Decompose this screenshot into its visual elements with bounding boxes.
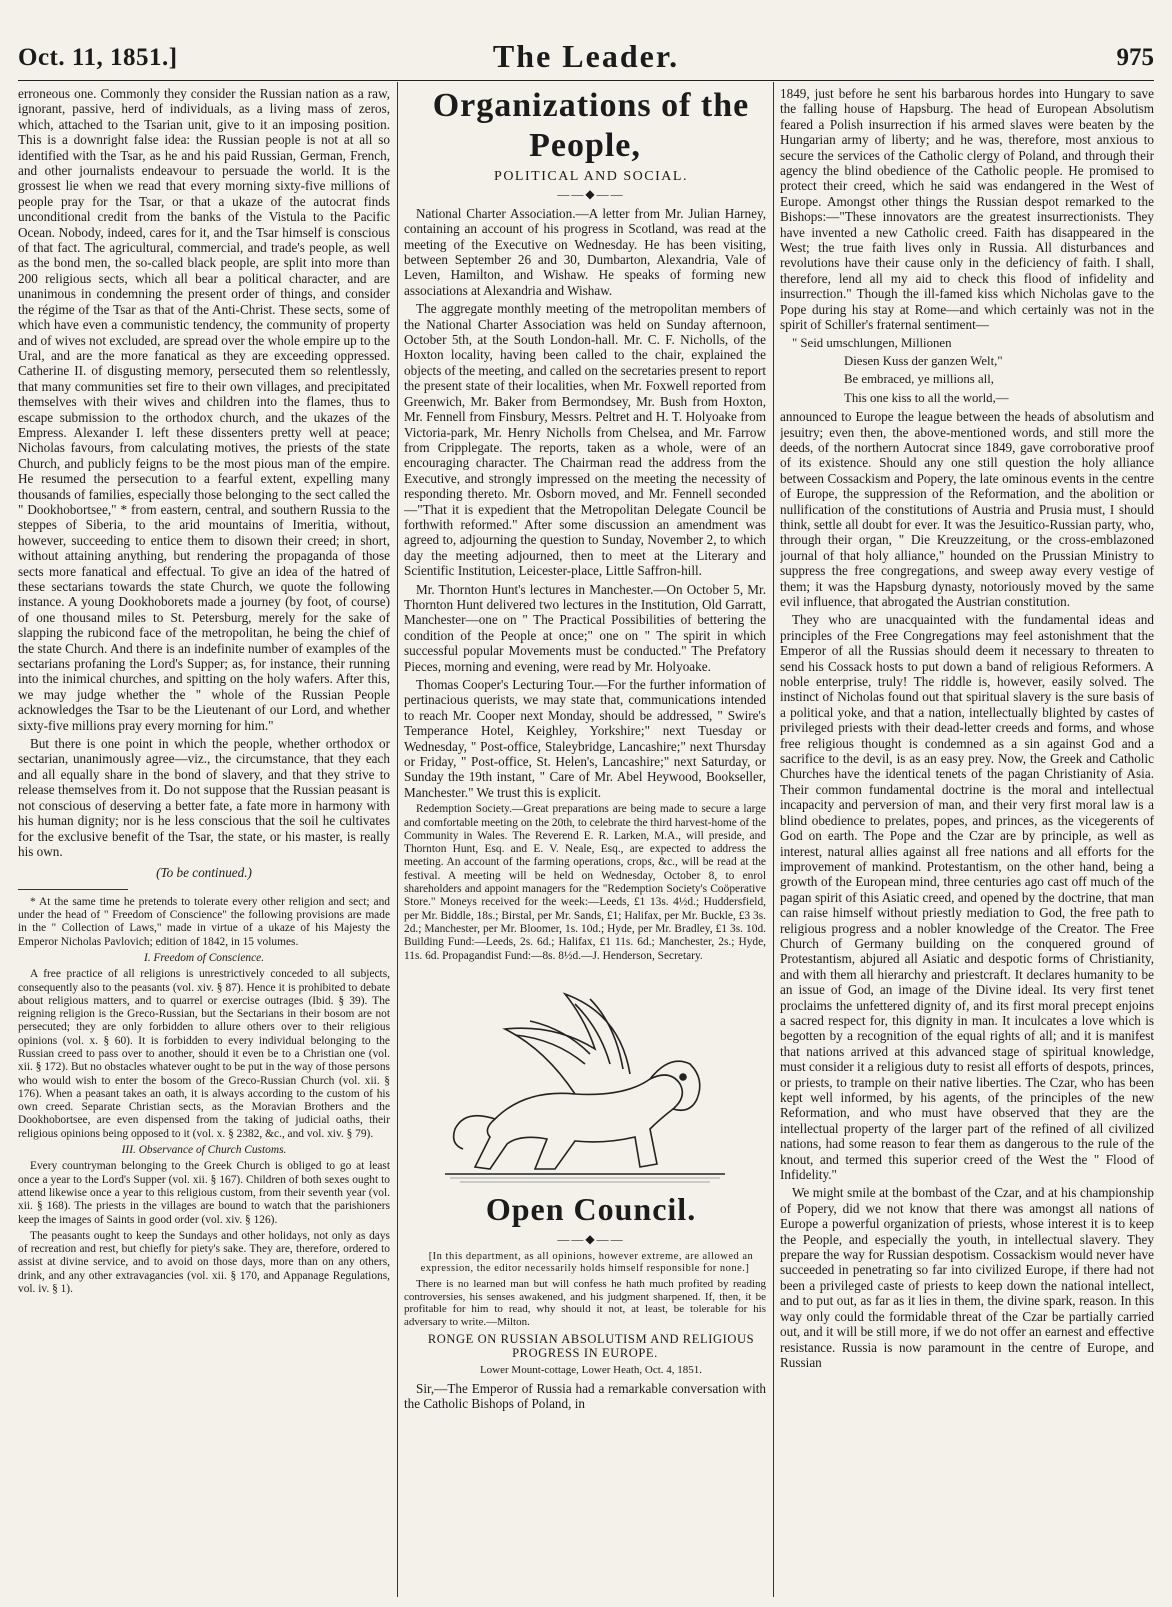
column-divider-2 (773, 82, 774, 1597)
editorial-caption: [In this department, as all opinions, however extreme, are allowed an expression, the editor necessarily holds himself responsible for none.] (420, 1251, 754, 1275)
poem-line: Be embraced, ye millions all, (844, 372, 994, 387)
article-paragraph: The aggregate monthly meeting of the metropolitan members of the National Charter Association was held on Sunday afternoon, October 5th, at the South London-hall. Mr. C. F. Nicholls, of the Hoxton locality, having been called to the chair, explained the objects of the meeting, and called on the secretaries present to report the present state of their localities, when Mr. Foxwell reported from Greenwich, Mr. Baker from Bermondsey, Mr. Bush from Hoxton, Mr. Fennell from Finsbury, Messrs. Peltret and H. T. Holyoake from Victoria-park, Mr. Henry Nicholls from Chelsea, and Mr. Farrow from Cripplegate. The reports, taken as a whole, were of an encouraging character. The Chairman read the address from the Executive, and strongly impressed on the meeting the necessity of responding thereto. Mr. Osborn moved, and Mr. Fennell seconded—"That it is expedient that the Metropolitan Delegate Council be forthwith reformed." After some discussion an amendment was agreed to, adjourning the question to Sunday, November 2, to which day the meeting adjourned, then to meet at the Literary and Scientific Institution, Leicester-place, Little Saffron-hill. (404, 301, 766, 579)
page-number: 975 (1116, 44, 1154, 71)
article-paragraph: Sir,—The Emperor of Russia had a remarkable conversation with the Catholic Bishops of Poland, in (404, 1381, 766, 1412)
section-title: Organizations of the People, (432, 87, 750, 164)
poem-line: Diesen Kuss der ganzen Welt," (844, 353, 1003, 368)
article-paragraph: They who are unacquainted with the fundamental ideas and principles of the Free Congregations may feel astonishment that the Emperor of all the Russias should deem it necessary to threaten to send his Cossack hosts to put down a band of religious Reformers. A noble enterprise, truly! The riddle is, however, easily solved. The instinct of Nicholas found out that spiritual slavery is the sure basis of a political yoke, and that a nation, intellectually blighted by castes of privileged priests with their dead-letter creeds and forms, and whose free religious thought is condemned as a sin against God and a sacrifice to the devil, is as an easy prey. Now, the Greek and Catholic Churches have the identical tenets of the pagan Christianity of Asia. Their common fundamental doctrine is the moral and intellectual incapacity and perversion of man, and their very first moral law is a blind obedience to prelates, popes, and princes, as the vicegerents of God on earth. The Pope and the Czar are by principle, as well as interest, natural allies against all free nations and all efforts for the improvement of mankind. Protestantism, on the other hand, being a growth of the European mind, three centuries ago cast off much of the pagan spirit of this Asiatic creed, and opened by the doctrine, that man can raise himself without priestly mediation to God, the free path to religious progress and a nobler knowledge of the Creator. The Free Church of Germany building on the conquered ground of Protestantism, abjured all Asiatic and despotic forms of Christianity, and with them all hierarchy and priestcraft. It declares humanity to be an issue of God, an image of the Divine ideal. Its very first tenet proclaims the unfettered dignity of, and its first moral precept enjoins a sacred respect for, this dignity in man. It inculcates a love which is begotten by a recognition of the equal rights of all; and it is manifest that nations arrived at this advanced stage of spiritual knowledge, must consider it a religious duty to resist all efforts of despots, princes, or priests, to trample on their native liberties. The Czar, who has been kept well informed, by his agents, of the principles of the new Reformation, and who must have observed that they are the intellectual property of the larger part of the refined of all civilized nations, had some reason to fear them as dangerous to the rule of the knout, and termed this superior creed of the West the " Flood of Infidelity." (780, 612, 1154, 1183)
footnote-heading: III. Observance of Church Customs. (121, 1144, 287, 1157)
footnote: The peasants ought to keep the Sundays and other holidays, not only as days of recreation and rest, but chiefly for piety's sake. They are, therefore, ordered to assist at divine service, and to avoid on those days, more than on any others, drink, and any other extravagancies (vol. xii. § 170, and Appanage Regulations, vol. iv. § 1). (18, 1229, 390, 1296)
column-2 (404, 86, 766, 1596)
ornament-divider: ——◆—— (557, 1231, 625, 1246)
footnote: A free practice of all religions is unrestrictively conceded to all subjects, consequently also to the peasants (vol. xiv. § 87). Hence it is prohibited to debate about religious matters, and to quarrel or exercise outrages (Ibid. § 39). The reigning religion is the Greco-Russian, but the Sectarians in their bosom are not persecuted; they are only forbidden to allure others over to their religious opinions (vol. x. § 60). It is forbidden to every individual belonging to the Russian creed to pass over to another, should it even be to a Christian one (vol. xii. § 172). But no obstacles whatever ought to be put in the way of those persons who would wish to enter the bosom of the Greco-Russian Church (vol. xii. § 176). When a peasant takes an oath, it is always according to the custom of his own creed. Separate Christian sects, as the Moravian Brothers and the Dookhobortsee, are even dispensed from the taking of judicial oaths, their religious opinions being opposed to it (vol. x. § 2382, &c., and vol. xiv. § 79). (18, 968, 390, 1140)
section-subtitle: POLITICAL AND SOCIAL. (494, 169, 688, 184)
article-paragraph: erroneous one. Commonly they consider the Russian nation as a raw, ignorant, passive, herd of individuals, as a living mass of zeros, which, attached to the Tsarian unit, give to it an imposing position. This is a downright false idea: the Russian people is not at all so identified with the Tsar, as he and his paid Russian, German, French, and other journalists endeavour to persuade the world. It is the grossest lie when we read that every morning sixty-five millions of people pray for the Tsar, or that a ukaze of the autocrat finds unconditional credit from the banks of the Vistula to the Pacific Ocean. Nobody, indeed, cares for it, and the Tsar himself is conscious of that fact. The agricultural, commercial, and trade's people, as well as the bond men, the so-called black people, are split into more than 200 religious sects, which all bear a political character, and are unanimous in condemning the present order of things, and consider the régime of the Tsar as that of the Anti-Christ. These sects, some of which have even a communistic tendency, the community of property and of wives not excluded, are spread over the whole empire up to the Ural, and are the more fanatical as they are exceeding oppressed. Catherine II. of disgusting memory, persecuted them so relentlessly, that many communities set fire to their own villages, and precipitated themselves with their wives and children into the flames, thus to escape submission to the orthodox church, and the ukazes of the Empress. Alexander I. left these dissenters pretty well at peace; Nicholas favours, from calculating motives, the priests of the state Church, and publicly feigns to be the most pious man of the empire. He resumed the persecution to a fearful extent, expelling many thousands of families, especially those belonging to the sect called the " Dookhobortsee," * from eastern, central, and southern Russia to the steppes of Siberia, to the arid mountains of Imeritia, without, however, succeeding to entice them to disown their creed; in short, without attaining anything, but rendering the propaganda of those sects more fanatical and effectual. To give an idea of the hatred of these sectarians towards the state Church, we quote the following instance. A young Dookhoborets made a journey (by foot, of course) of one thousand miles to St. Petersburg, merely for the sake of slapping the rubicond face of the metropolitan, he being the chief of the state Church. And there is an indefinite number of examples of the sectarians profaning the Lord's Supper; as, for instance, their running into the inimical churches, and spitting on the holy wafers. After this, we may judge whether the " whole of the Russian People acknowledges the Tsar to be the Lieutenant of our Lord, and whether sixty-five millions pray every morning for him." (18, 86, 390, 733)
article-paragraph: 1849, just before he sent his barbarous hordes into Hungary to save the falling house of Hapsburg. The head of European Absolutism feared a Polish insurrection if his armed slaves were beaten by the Hungarian army of liberty; and he was, therefore, most anxious to secure the services of the Catholic clergy of Poland, and through their agency the blind obedience of the Catholic people. He promised to protect their creed, which he said was endangered in the West of Europe. Amongst other things the Russian despot remarked to the Bishops:—"These innovators are the greatest insurrectionists. They have invented a new Catholic creed. Faith has disappeared in the West; the true faith lives only in Russia. All disturbances and revolutions have their cause only in the deficiency of faith. I shall, therefore, lend all my aid to check this flood of infidelity and insurrection." Though the ill-famed kiss which Nicholas gave to the Pope during his stay at Rome—and which certainly was not in the spirit of Schiller's fraternal sentiment— (780, 86, 1154, 333)
open-council-title: Open Council. (485, 1190, 697, 1227)
column-divider-1 (397, 82, 398, 1597)
poem-line: " Seid umschlungen, Millionen (792, 335, 952, 350)
issue-date: Oct. 11, 1851.] (18, 44, 178, 71)
header-rule (18, 80, 1154, 81)
column-1 (18, 86, 390, 1596)
newspaper-title: The Leader. (492, 38, 680, 74)
article-title: RONGE ON RUSSIAN ABSOLUTISM AND RELIGIOUS PROGRESS IN EUROPE. (427, 1331, 755, 1360)
milton-quote: There is no learned man but will confess he hath much profited by reading controversies, his senses awakened, and his judgment sharpened. If, then, it be profitable for him to read, why should it not, at least, be tolerable for his adversary to write.—Milton. (404, 1278, 766, 1328)
continued-note: (To be continued.) (156, 865, 252, 881)
page-header (18, 38, 1154, 78)
footnote-heading: I. Freedom of Conscience. (143, 951, 265, 964)
article-paragraph: But there is one point in which the people, whether orthodox or sectarian, unanimously agree—viz., the circumstance, that they each and all equally share in the bond of slavery, and that they strive to release themselves from it. Do not suppose that the Russian peasant is not conscious of deserving a better fate, a fate more in harmony with his human dignity; nor is he less conscious that the soil he cultivates for the exclusive benefit of the Tsar, the state, or his master, is really his own. (18, 736, 390, 859)
footnote: * At the same time he pretends to tolerate every other religion and sect; and under the head of " Freedom of Conscience" the following provisions are made in the " Collection of Laws," made in virtue of a ukaze of his Majesty the Emperor Nicholas Pavlovich; edition of 1842, in 15 volumes. (18, 895, 390, 948)
footnote: Every countryman belonging to the Greek Church is obliged to go at least once a year to the Lord's Supper (vol. xii. § 167). Children of both sexes ought to attend likewise once a year to this religious custom, from their seventh year (vol. xii. § 168). The priests in the villages are bound to watch that the parishioners keep the images of Saints in good order (vol. xiv. § 126). (18, 1160, 390, 1226)
article-paragraph: National Charter Association.—A letter from Mr. Julian Harney, containing an account of his progress in Scotland, was read at the meeting of the Executive on Wednesday. He has been visiting, between September 26 and 30, Dumbarton, Alexandria, Vale of Leven, Hamilton, and Wishaw. He speaks of forming new associations at Alexandria and Wishaw. (404, 205, 766, 298)
ornament-divider: ——◆—— (557, 187, 625, 202)
article-paragraph: announced to Europe the league between the heads of absolutism and jesuitry; even then, the above-mentioned words, and still more the deeds, of the northern Autocrat since 1849, gave corroborative proof of its existence. Should any one still question the holy alliance between Cossackism and Popery, the late ominous events in the centre of Europe, the suppression of the Reformation, and the abolition or nullification of the constitutions of Austria and Prusia must, I should think, settle all doubt for ever. It was the Jesuitico-Russian party, who, through their organ, " Die Kreuzzeitung, or the cross-emblazoned journal of that holy alliance," hounded on the Prussian Ministry to suppress the free congregations, and sweep away every vestige of them; it was the Hapsburg dynasty, notoriously moved by the same evil influence, that abrogated the Austrian constitution. (780, 409, 1154, 609)
article-paragraph: Redemption Society.—Great preparations are being made to secure a large and comfortable meeting on the 20th, to celebrate the third harvest-home of the Community in Wales. The Reverend E. R. Larken, M.A., will preside, and Thornton Hunt, Esq. and E. V. Neale, Esq., are expected to address the meeting. An account of the farming operations, crops, &c., will be read at the festival. A meeting will be held on Wednesday, October 8, to enrol shareholders and appoint managers for the "Redemption Society's Coöperative Store." Moneys received for the week:—Leeds, £1 13s. 4½d.; Huddersfield, per Mr. Biddle, 18s.; Birstal, per Mr. Sands, £1; Halifax, per Mr. Buckle, £3 3s. 2d.; Manchester, per Mr. Bloomer, 1s. 10d.; Hyde, per Mr. Bradley, £1 3s. 10d. Building Fund:—Leeds, 2s. 6d.; Halifax, £1 11s. 6d.; Manchester, 2s.; Hyde, 11s. 6d. Propagandist Fund:—8s. 8½d.—J. Henderson, Secretary. (404, 803, 766, 962)
column-3 (780, 86, 1154, 1596)
winged-lion-emblem (435, 969, 735, 1189)
article-paragraph: Mr. Thornton Hunt's lectures in Manchester.—On October 5, Mr. Thornton Hunt delivered two lectures in the Institution, Old Garratt, Manchester—one on " The Practical Possibilities of bettering the condition of the People at once;" one on " The spirit in which successful popular Movements must be conducted." The Prefatory Pieces, morning and evening, were read by Mr. Holyoake. (404, 581, 766, 674)
article-paragraph: Thomas Cooper's Lecturing Tour.—For the further information of pertinacious querists, we may state that, communications intended to reach Mr. Cooper next Monday, should be addressed, " Swire's Temperance Hotel, Keighley, Yorkshire;" next Tuesday or Wednesday, " Post-office, Staleybridge, Lancashire;" next Thursday or Friday, " Post-office, St. Helen's, Lancashire;" next Saturday, or Sunday the 19th instant, " Care of Mr. Abel Heywood, Bookseller, Manchester." We trust this is explicit. (404, 677, 766, 800)
article-dateline: Lower Mount-cottage, Lower Heath, Oct. 4, 1851. (479, 1363, 703, 1376)
article-paragraph: We might smile at the bombast of the Czar, and at his championship of Popery, did we not know that there was amongst all nations of Europe a powerful organization of priests, whose interest it is to keep the People, and especially the youth, in intellectual slavery. They prepare the way for Russian despotism. Cossackism would never have succeeded in penetrating so far into civilized Europe, if there had not been a privileged caste of priests to keep down the national intellect, and to put out, as far as it lies in them, the divine spark, reason. In this way only could the formidable threat of the Czar be partially carried out, and it will be still more, if we do not offer an earnest and effective resistance. Russia is now paramount in the centre of Europe, and Russian (780, 1185, 1154, 1370)
poem-line: This one kiss to all the world,— (844, 390, 1009, 405)
footnote-rule (18, 889, 128, 890)
